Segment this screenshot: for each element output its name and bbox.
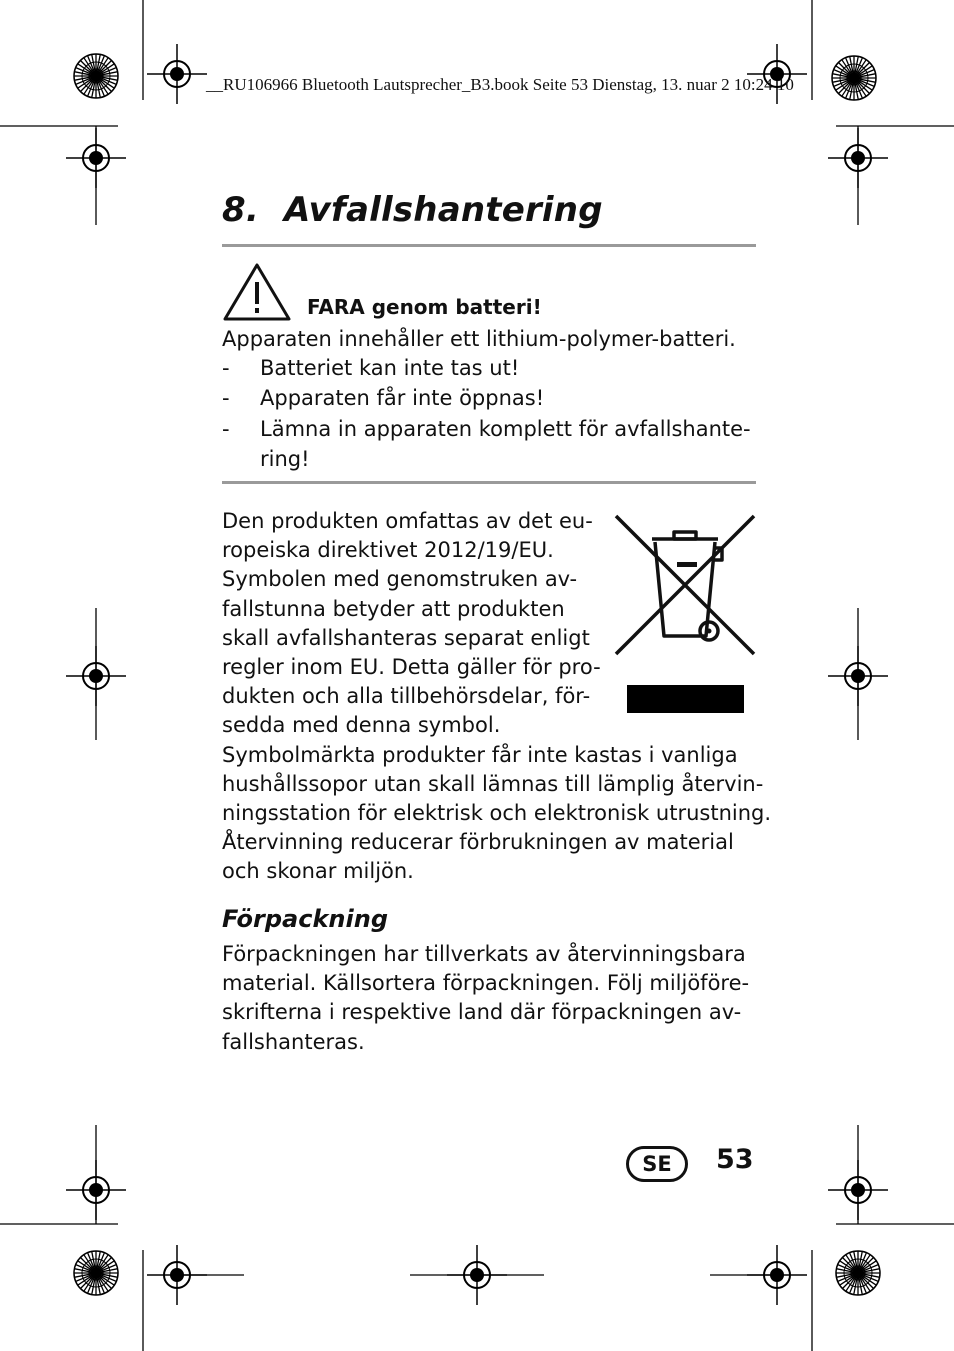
text-line: dukten och alla tillbehörsdelar, för- <box>222 684 591 709</box>
print-header-line: __RU106966 Bluetooth Lautsprecher_B3.book Seite 53 Dienstag, 13. nuar 2 10:24 10 <box>206 75 794 94</box>
warning-item-continuation <box>222 445 310 475</box>
warning-intro: Apparaten innehåller ett lithium-polymer-batteri. <box>222 327 736 351</box>
warning-item-text: Apparaten får inte öppnas! <box>260 386 545 410</box>
warning-item-text: ring! <box>260 447 310 471</box>
heading-rule <box>222 244 756 247</box>
weee-black-bar <box>627 685 744 713</box>
text-line: Återvinning reducerar förbrukningen av material <box>222 830 734 855</box>
section-number: 8. <box>222 190 259 230</box>
language-badge: SE <box>626 1146 688 1182</box>
text-line: hushållssopor utan skall lämnas till lämplig återvin- <box>222 771 764 796</box>
text-line: Förpackningen har tillverkats av återvinningsbara <box>222 942 746 966</box>
text-line: sedda med denna symbol. <box>222 713 501 738</box>
section-heading <box>222 190 603 230</box>
text-line: och skonar miljön. <box>222 859 414 884</box>
text-line: Symbolen med genomstruken av- <box>222 567 578 592</box>
text-line: fallstunna betyder att produkten <box>222 596 565 621</box>
warning-item-text: Lämna in apparaten komplett för avfallshante- <box>260 417 751 441</box>
text-line: regler inom EU. Detta gäller för pro- <box>222 655 601 680</box>
text-line: fallshanteras. <box>222 1029 365 1054</box>
text-line: skrifterna i respektive land där förpackningen av- <box>222 1000 742 1025</box>
text-line: Symbolmärkta produkter får inte kastas i vanliga <box>222 742 738 767</box>
text-line: ningsstation för elektrisk och elektronisk utrustning. <box>222 801 772 826</box>
warning-title: FARA genom batteri! <box>307 295 542 319</box>
text-line: material. Källsortera förpackningen. Följ miljöföre- <box>222 971 750 996</box>
page-number: 53 <box>716 1144 754 1175</box>
text-line: ropeiska direktivet 2012/19/EU. <box>222 538 554 563</box>
warning-item <box>222 354 519 384</box>
warning-rule <box>222 481 756 484</box>
warning-item <box>222 415 751 445</box>
text-line: Den produkten omfattas av det eu- <box>222 509 593 533</box>
bullet-dash: - <box>222 417 230 441</box>
bullet-dash: - <box>222 356 230 380</box>
crossed-out-wheelie-bin-icon <box>612 512 758 658</box>
warning-item-text: Batteriet kan inte tas ut! <box>260 356 520 380</box>
packaging-paragraph <box>222 940 749 1057</box>
warning-item <box>222 384 544 414</box>
bullet-dash: - <box>222 386 230 410</box>
section-title: Avfallshantering <box>284 190 603 230</box>
warning-triangle-icon <box>222 262 292 322</box>
subsection-heading: Förpackning <box>222 905 388 933</box>
text-line: skall avfallshanteras separat enligt <box>222 625 590 650</box>
